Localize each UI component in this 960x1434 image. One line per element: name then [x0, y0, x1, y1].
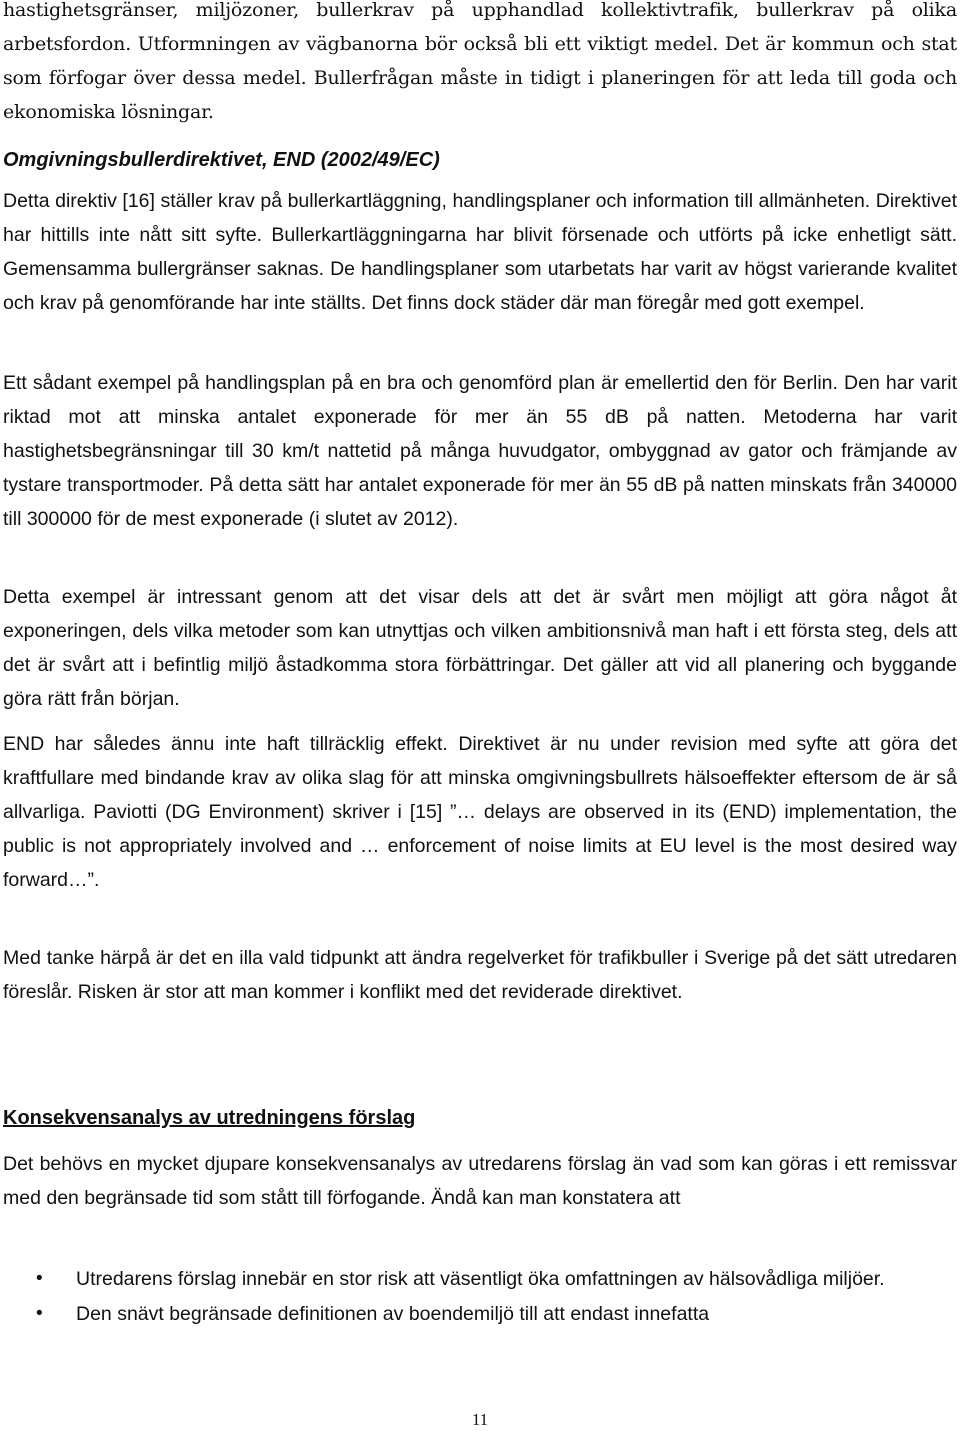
bullet-icon: • [36, 1303, 43, 1324]
body-paragraph: END har således ännu inte haft tillräcklig effekt. Direktivet är nu under revision med syfte att göra det kraftfullare med bindande krav av olika slag för att minska omgivningsbullrets hälsoeffekter eftersom de är så allvarliga. Paviotti (DG Environment) skriver i [15] ”… delays are observed in its (END) implementation, the public is not appropriately involved and … enforcement of noise limits at EU level is the most desired way forward…”. [3, 733, 957, 891]
body-paragraph: Detta direktiv [16] ställer krav på bullerkartläggning, handlingsplaner och information till allmänheten. Direktivet har hittills inte nått sitt syfte. Bullerkartläggningarna har blivit försenade och utförts på icke enhetligt sätt. Gemensamma bullergränser saknas. De handlingsplaner som utarbetats har varit av högst varierande kvalitet och krav på genomförande har inte ställts. Det finns dock städer där man föregår med gott exempel. [3, 190, 957, 314]
bullet-text: Den snävt begränsade definitionen av boendemiljö till att endast innefatta [76, 1303, 710, 1325]
page-number: 11 [471, 1410, 489, 1429]
list-item [0, 1262, 960, 1296]
bullet-text: Utredarens förslag innebär en stor risk att väsentligt öka omfattningen av hälsovådliga miljöer. [76, 1268, 885, 1290]
section-heading: Konsekvensanalys av utredningens förslag [3, 1107, 416, 1129]
section-paragraph: Det behövs en mycket djupare konsekvensanalys av utredarens förslag än vad som kan göras i ett remissvar med den begränsade tid som stått till förfogande. Ändå kan man konstatera att [3, 1153, 957, 1209]
intro-paragraph: hastighetsgränser, miljözoner, bullerkrav på upphandlad kollektivtrafik, bullerkrav på olika arbetsfordon. Utformningen av vägbanorna bör också bli ett viktigt medel. Det är kommun och stat som förfogar över dessa medel. Bullerfrågan måste in tidigt i planeringen för att leda till goda och ekonomiska lösningar. [3, 0, 957, 123]
list-item [0, 1297, 960, 1331]
body-paragraph: Detta exempel är intressant genom att det visar dels att det är svårt men möjligt att göra något åt exponeringen, dels vilka metoder som kan utnyttjas och vilken ambitionsnivå man haft i ett första steg, dels att det är svårt att i befintlig miljö åstadkomma stora förbättringar. Det gäller att vid all planering och byggande göra rätt från början. [3, 586, 957, 710]
bullet-list [0, 1262, 960, 1332]
bullet-icon: • [36, 1268, 43, 1289]
body-paragraph: Ett sådant exempel på handlingsplan på en bra och genomförd plan är emellertid den för Berlin. Den har varit riktad mot att minska antalet exponerade för mer än 55 dB på natten. Metoderna har varit hastighetsbegränsningar till 30 km/t nattetid på många huvudgator, ombyggnad av gator och främjande av tystare transportmoder. På detta sätt har antalet exponerade för mer än 55 dB på natten minskats från 340000 till 300000 för de mest exponerade (i slutet av 2012). [3, 372, 957, 530]
directive-heading: Omgivningsbullerdirektivet, END (2002/49/EC) [3, 149, 440, 171]
body-paragraph: Med tanke härpå är det en illa vald tidpunkt att ändra regelverket för trafikbuller i Sverige på det sätt utredaren föreslår. Risken är stor att man kommer i konflikt med det reviderade direktivet. [3, 947, 957, 1003]
